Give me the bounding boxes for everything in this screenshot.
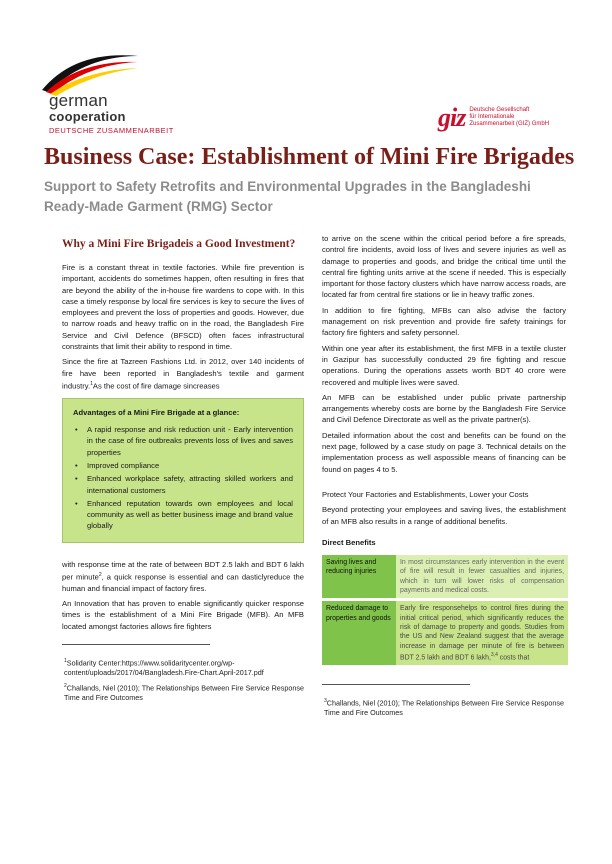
paragraph-ppp: An MFB can be established under public private partnership arrangements whereby costs are borne by the Bangladesh Fire Service and Civil Defence Directorate as well as the private partner(s). bbox=[322, 392, 566, 425]
benefit-text: Early fire responsehelps to control fires during the initial critical period, which significantly reduces the risk of damage to property and goods. Studies from the US and New Zealand suggest that the average increase in damage per minute of fire is between BDT 2.5 lakh and BDT 6 lakh,$^{3,4}$ costs that bbox=[396, 601, 568, 665]
footnote-ref-2: 2 bbox=[98, 572, 102, 579]
paragraph-gazipur: Within one year after its establishment, the first MFB in a textile cluster in Gazipur has successfully conducted 29 fire fighting and rescue operations. During the operations assets worth BDT 40 crore were recovered and multiple lives were saved. bbox=[322, 343, 566, 387]
paragraph-beyond: Beyond protecting your employees and saving lives, the establishment of an MFB also results in a range of additional benefits. bbox=[322, 505, 566, 526]
right-column bbox=[322, 233, 566, 723]
list-item: • Enhanced reputation towards own employees and local community as well as better business image and brand value globally bbox=[73, 498, 293, 532]
footnote-1: $^1$Solidarity Center:https://www.solidaritycenter.org/wp-content/uploads/2017/04/Bangladesh.Fire-Chart.April-2017.pdf bbox=[64, 658, 264, 677]
footnote-2: $^2$Challands, Niel (2010); The Relationships Between Fire Service Response Time and Fire Outcomes bbox=[64, 683, 304, 703]
section-heading: Why a Mini Fire Brigadeis a Good Investment? bbox=[62, 238, 296, 250]
footnote-ref-3-4: 3,4 bbox=[490, 651, 498, 658]
table-row bbox=[322, 601, 568, 665]
list-item: • A rapid response and risk reduction unit - Early intervention in the case of fire outbreaks prevents loss of lives and saves properties bbox=[73, 424, 293, 458]
paragraph-fire-threat: Fire is a constant threat in textile factories. While fire prevention is important, accidents do sometimes happen, often resulting in fires that are beyond the ability of the in-house fire wardens to cope with. In this case a timely response by local fire services is key to secure the lives of employees and prevent the loss of properties and goods. However, due to narrow roads and heavy traffic on in the road, the Bangladesh Fire Service and Civil Defence (BFSCD) often faces infrastructural constraints that limit their ability to respond in time. bbox=[62, 263, 304, 352]
paragraph-arrive: to arrive on the scene within the critical period before a fire spreads, control fire incidents, avoid loss of lives and severe injuries as well as damage to properties and goods, and bridge the critical time until the central fire fighting units arrive at the scene if needed. This is especially important for those factory clusters which have narrow access roads, are located far from central fire stations or lie in heavy traffic zones. bbox=[322, 234, 566, 300]
german-cooperation-logo bbox=[49, 92, 174, 135]
page-title: Business Case: Establishment of Mini Fire Brigades bbox=[44, 144, 575, 170]
german-cooperation-logo-icon bbox=[40, 46, 140, 96]
footnote-ref-1: 1 bbox=[90, 380, 93, 387]
giz-mark: giz bbox=[438, 103, 466, 132]
page-subtitle: Support to Safety Retrofits and Environmental Upgrades in the Bangladeshi Ready-Made Garment (RMG) Sector bbox=[44, 179, 531, 214]
direct-benefits-heading: Direct Benefits bbox=[322, 537, 376, 547]
left-column bbox=[62, 236, 304, 708]
protect-heading: Protect Your Factories and Establishments, Lower your Costs bbox=[322, 489, 529, 499]
logo-line-cooperation: cooperation bbox=[49, 109, 126, 124]
paragraph-response-time: with response time at the rate of between BDT 2.5 lakh and BDT 6 lakh per minute$^2$, a quick response is essential and can dasticlyreduce the human and financial impact of factory fires. bbox=[62, 559, 304, 593]
table-row bbox=[322, 555, 568, 598]
footnote-divider bbox=[322, 684, 470, 685]
advantages-title: Advantages of a Mini Fire Brigade at a glance: bbox=[73, 407, 240, 417]
footnote-divider bbox=[62, 644, 210, 645]
benefit-text: In most circumstances early intervention in the event of fire will result in fewer casualties and injuries, which in turn will lower risks of compensation payments and medical costs. bbox=[396, 555, 568, 598]
giz-logo bbox=[438, 103, 550, 132]
footnote-1-link[interactable]: Solidarity Center:https://www.solidaritycenter.org/wp-content/uploads/2017/04/Bangladesh.Fire-Chart.April-2017.pdf bbox=[64, 658, 264, 677]
logo-line-deutsche: DEUTSCHE ZUSAMMENARBEIT bbox=[49, 126, 174, 135]
advantages-box bbox=[62, 398, 304, 543]
giz-text: Deutsche Gesellschaft für Internationale Zusammenarbeit (GIZ) GmbH bbox=[469, 107, 550, 127]
list-item: • Enhanced workplace safety, attracting skilled workers and international customers bbox=[73, 473, 293, 496]
advantages-list bbox=[73, 424, 293, 532]
logo-line-german: german bbox=[49, 91, 108, 110]
list-item: • Improved compliance bbox=[73, 460, 293, 471]
benefit-label: Reduced damage to properties and goods bbox=[322, 601, 396, 665]
paragraph-tazreen: Since the fire at Tazreen Fashions Ltd. in 2012, over 140 incidents of fire have been reported in Bangladesh's textile and garment industry.$^1$As the cost of fire damage sincreases bbox=[62, 357, 304, 391]
paragraph-innovation: An Innovation that has proven to enable significantly quicker response times is the establishment of a Mini Fire Brigade (MFB). An MFB located amongst factories allows fire fighters bbox=[62, 599, 304, 631]
paragraph-details: Detailed information about the cost and benefits can be found on the next page, followed by a case study on page 3. Technical details on the implementation process as well aspossible means of financing can be found on pages 4 to 5. bbox=[322, 430, 566, 474]
footnote-3: $^3$Challands, Niel (2010); The Relationships Between Fire Service Response Time and Fire Outcomes bbox=[324, 698, 564, 718]
direct-benefits-table bbox=[322, 552, 568, 668]
benefit-label: Saving lives and reducing injuries bbox=[322, 555, 396, 598]
paragraph-advise: In addition to fire fighting, MFBs can also advise the factory management on risk prevention and provide fire safety trainings for factory fire fighters and safety personnel. bbox=[322, 305, 566, 338]
